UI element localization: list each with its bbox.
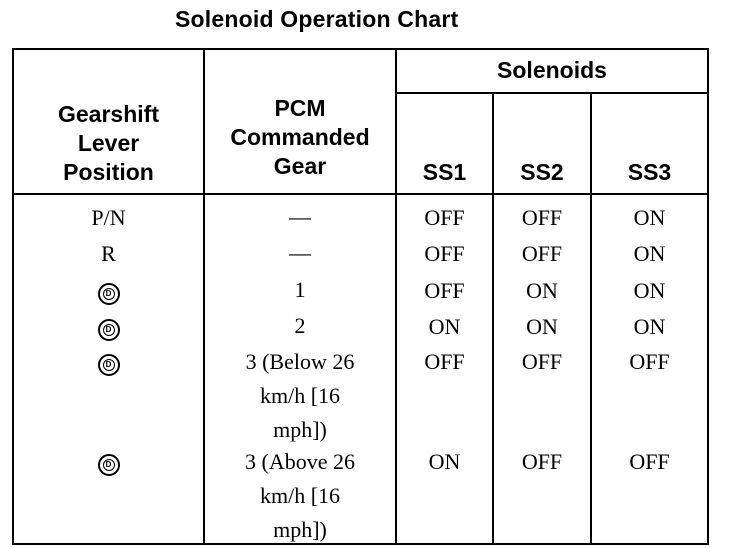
gear-line: km/h [16 [259,483,341,508]
commanded-gear-header-line: Commanded [230,124,370,150]
cell-ss1: OFF [424,205,465,230]
cell-ss3: ON [633,278,666,303]
cell-ss3: ON [633,205,666,230]
gear-line: mph]) [273,517,327,542]
chart-title: Solenoid Operation Chart [175,6,459,32]
cell-commanded-gear: — [289,204,311,229]
cell-ss2: OFF [521,205,563,230]
cell-ss2: OFF [521,449,563,474]
cell-lever-position [14,346,203,379]
cell-lever-position [14,311,203,344]
cell-lever-position: R [101,241,116,266]
cell-ss1: OFF [424,349,465,374]
cell-ss3: ON [633,314,666,339]
commanded-gear-header-line: Gear [273,153,327,179]
cell-ss1: OFF [424,241,465,266]
cell-ss1: ON [428,314,461,339]
cell-ss2: OFF [521,241,563,266]
table-body [14,50,707,543]
gear-line: 3 (Below 26 [245,349,355,374]
cell-ss2: OFF [521,349,563,374]
cell-lever-position [14,446,203,479]
cell-ss3: OFF [629,349,670,374]
cell-ss1: OFF [424,278,465,303]
commanded-gear-header-line: PCM [274,95,326,121]
gear-line: mph]) [273,417,327,442]
cell-commanded-gear [205,345,395,447]
cell-commanded-gear: 2 [294,313,306,338]
cell-lever-position: P/N [91,205,126,230]
gear-line: 3 (Above 26 [245,449,355,474]
cell-commanded-gear: — [289,240,311,265]
circled-d-icon: D [98,319,120,341]
ss2-header: SS2 [520,159,564,185]
cell-ss2: ON [526,314,558,339]
cell-commanded-gear [205,445,395,547]
lever-position-header-line: Position [63,159,154,185]
cell-ss3: OFF [629,449,670,474]
cell-lever-position [14,275,203,308]
solenoid-operation-table [12,48,709,545]
solenoids-group-header: Solenoids [497,57,607,83]
circled-d-icon: D [98,354,120,376]
circled-d-icon: D [98,283,120,305]
cell-commanded-gear: 1 [294,277,306,302]
gear-line: km/h [16 [259,383,341,408]
lever-position-header-line: Gearshift [58,101,159,127]
cell-ss2: ON [526,278,558,303]
lever-position-header-line: Lever [77,130,140,156]
ss3-header: SS3 [627,159,672,185]
circled-d-icon: D [98,454,120,476]
cell-ss3: ON [633,241,666,266]
ss1-header: SS1 [422,159,467,185]
cell-ss1: ON [428,449,461,474]
